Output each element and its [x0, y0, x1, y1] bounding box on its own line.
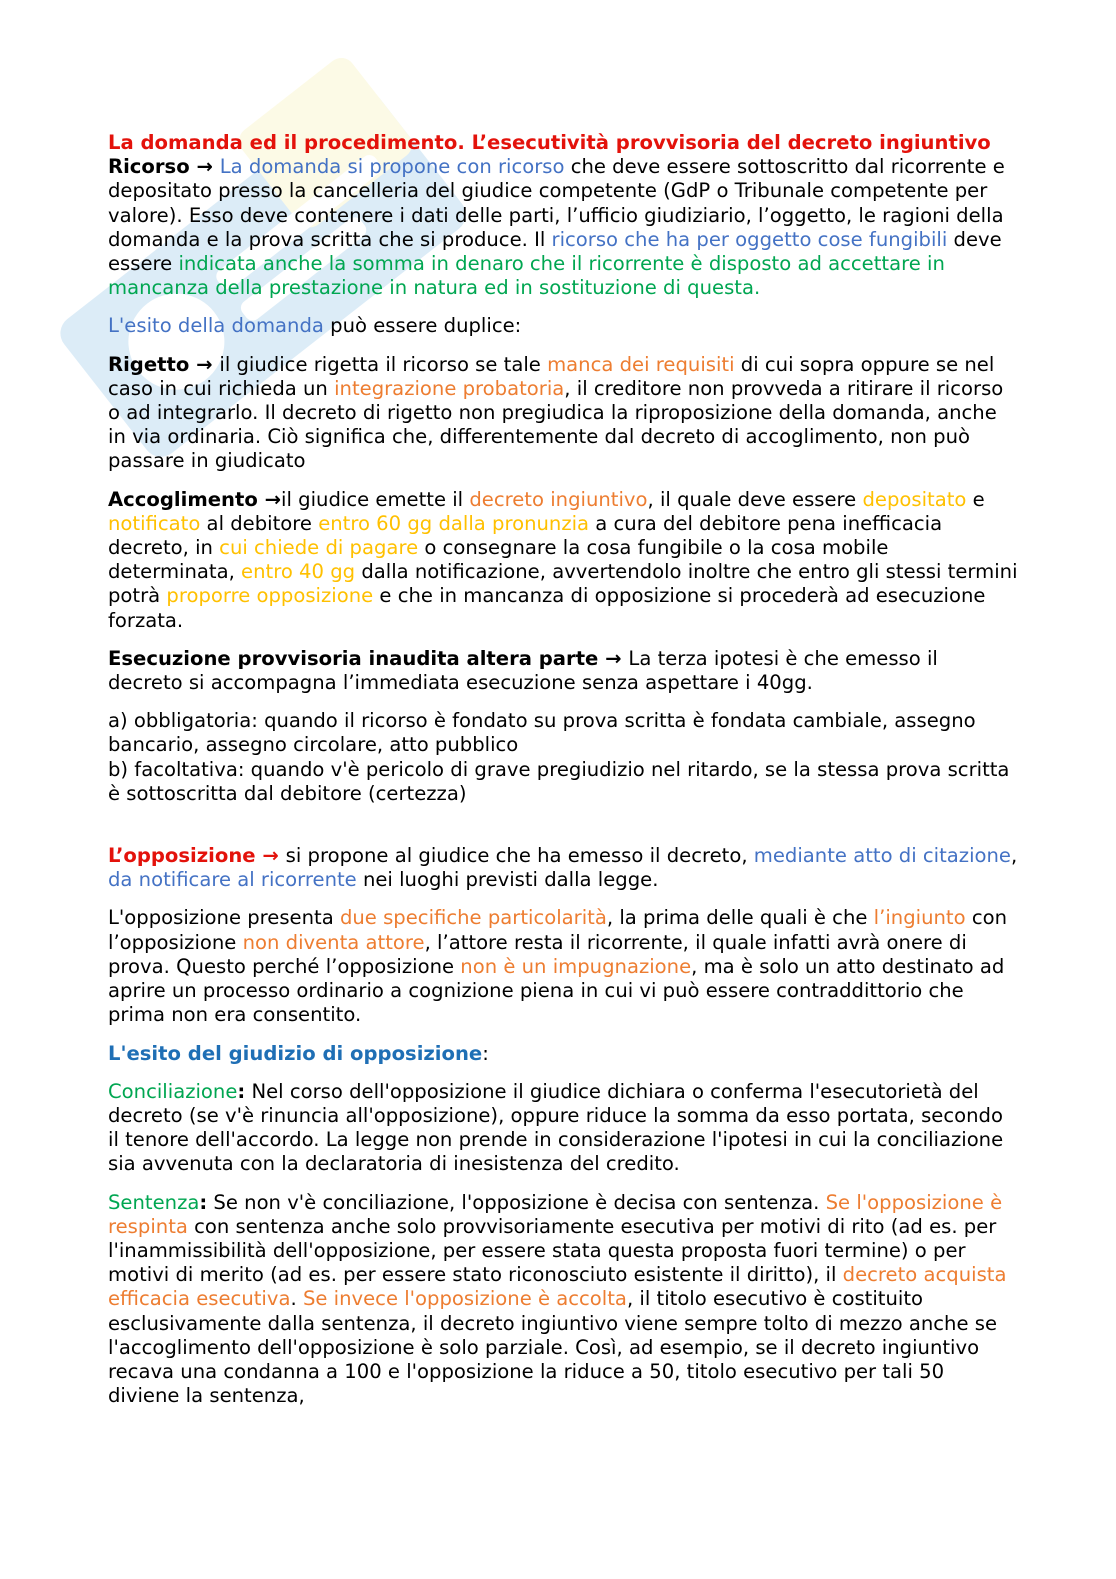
term-ricorso: Ricorso: [108, 155, 190, 179]
arrow-icon: →: [189, 352, 220, 376]
arrow-icon: →: [255, 844, 286, 868]
paragraph-particolarita: L'opposizione presenta due specifiche particolarità, la prima delle quali è che l’ingiunto con l’opposizione non diventa attore, l’attore resta il ricorrente, il quale infatti avrà onere di prova. Questo perché l’opposizione non è un impugnazione, ma è solo un atto destinato ad aprire un processo ordinario a cognizione piena in cui vi può essere contraddittorio che prima non era consentito.: [108, 906, 1008, 1027]
term-rigetto: Rigetto: [108, 352, 190, 376]
paragraph-conciliazione: Conciliazione: Nel corso dell'opposizione il giudice dichiara o conferma l'esecutorietà del decreto (se v'è rinuncia all'opposizione), oppure riduce la somma da esso portata, secondo il tenore dell'accordo. La legge non prende in considerazione l'ipotesi in cui la conciliazione sia avvenuta con la declaratoria di inesistenza del credito.: [108, 1079, 1004, 1176]
arrow-icon: →: [189, 155, 220, 179]
paragraph-list: [108, 709, 1018, 806]
document-body: [108, 131, 1018, 1422]
term-conciliazione: Conciliazione: [108, 1079, 238, 1103]
paragraph-accoglimento: Accoglimento →il giudice emette il decreto ingiuntivo, il quale deve essere depositato e notificato al debitore entro 60 gg dalla pronunzia a cura del debitore pena inefficacia decreto, in cui chiede di pagare o consegnare la cosa fungibile o la cosa mobile determinata, entro 40 gg dalla notificazione, avvertendolo inoltre che entro gli stessi termini potrà proporre opposizione e che in mancanza di opposizione si procederà ad esecuzione forzata.: [108, 487, 1018, 632]
list-item-a: a) obbligatoria: quando il ricorso è fondato su prova scritta è fondata cambiale, assegno bancario, assegno circolare, atto pubblico: [108, 709, 976, 757]
arrow-icon: →: [257, 487, 282, 511]
paragraph-sentenza: Sentenza: Se non v'è conciliazione, l'opposizione è decisa con sentenza. Se l'opposizione è respinta con sentenza anche solo provvisoriamente esecutiva per motivi di rito (ad es. per l'inammissibilità dell'opposizione, per essere stata questa proposta fuori termine) o per motivi di merito (ad es. per essere stato riconosciuto esistente il diritto), il decreto acquista efficacia esecutiva. Se invece l'opposizione è accolta, il titolo esecutivo è costituito esclusivamente dalla sentenza, il decreto ingiuntivo viene sempre tolto di mezzo anche se l'accoglimento dell'opposizione è solo parziale. Così, ad esempio, se il decreto ingiuntivo recava una condanna a 100 e l'opposizione la riduce a 50, titolo esecutivo per tali 50 diviene la sentenza,: [108, 1190, 1007, 1408]
section-title: La domanda ed il procedimento. L’esecutività provvisoria del decreto ingiuntivo: [108, 131, 991, 154]
paragraph-ricorso: Ricorso → La domanda si propone con ricorso che deve essere sottoscritto dal ricorrente e depositato presso la cancelleria del giudice competente (GdP o Tribunale competente per valore). Esso deve contenere i dati delle parti, l’ufficio giudiziario, l’oggetto, le ragioni della domanda e la prova scritta che si produce. Il ricorso che ha per oggetto cose fungibili deve essere indicata anche la somma in denaro che il ricorrente è disposto ad accettare in mancanza della prestazione in natura ed in sostituzione di questa.: [108, 155, 1005, 300]
list-item-b: b) facoltativa: quando v'è pericolo di grave pregiudizio nel ritardo, se la stessa prova scritta è sottoscritta dal debitore (certezza): [108, 757, 1010, 805]
paragraph-rigetto: Rigetto → il giudice rigetta il ricorso se tale manca dei requisiti di cui sopra oppure se nel caso in cui richieda un integrazione probatoria, il creditore non provveda a ritirare il ricorso o ad integrarlo. Il decreto di rigetto non pregiudica la riproposizione della domanda, anche in via ordinaria. Ciò significa che, differentemente dal decreto di accoglimento, non può passare in giudicato: [108, 352, 1004, 473]
paragraph-opposizione: L’opposizione → si propone al giudice che ha emesso il decreto, mediante atto di citazione, da notificare al ricorrente nei luoghi previsti dalla legge.: [108, 844, 1018, 892]
term-opposizione: L’opposizione: [108, 844, 256, 868]
arrow-icon: →: [598, 646, 629, 670]
heading-esito-giudizio: L'esito del giudizio di opposizione:: [108, 1041, 489, 1065]
term-sentenza: Sentenza: [108, 1190, 200, 1214]
paragraph-esecuzione: Esecuzione provvisoria inaudita altera parte → La terza ipotesi è che emesso il decreto si accompagna l’immediata esecuzione senza aspettare i 40gg.: [108, 646, 938, 695]
term-accoglimento: Accoglimento: [108, 487, 258, 511]
paragraph-esito: L'esito della domanda può essere duplice:: [108, 314, 522, 338]
term-esecuzione: Esecuzione provvisoria inaudita altera parte: [108, 646, 599, 670]
